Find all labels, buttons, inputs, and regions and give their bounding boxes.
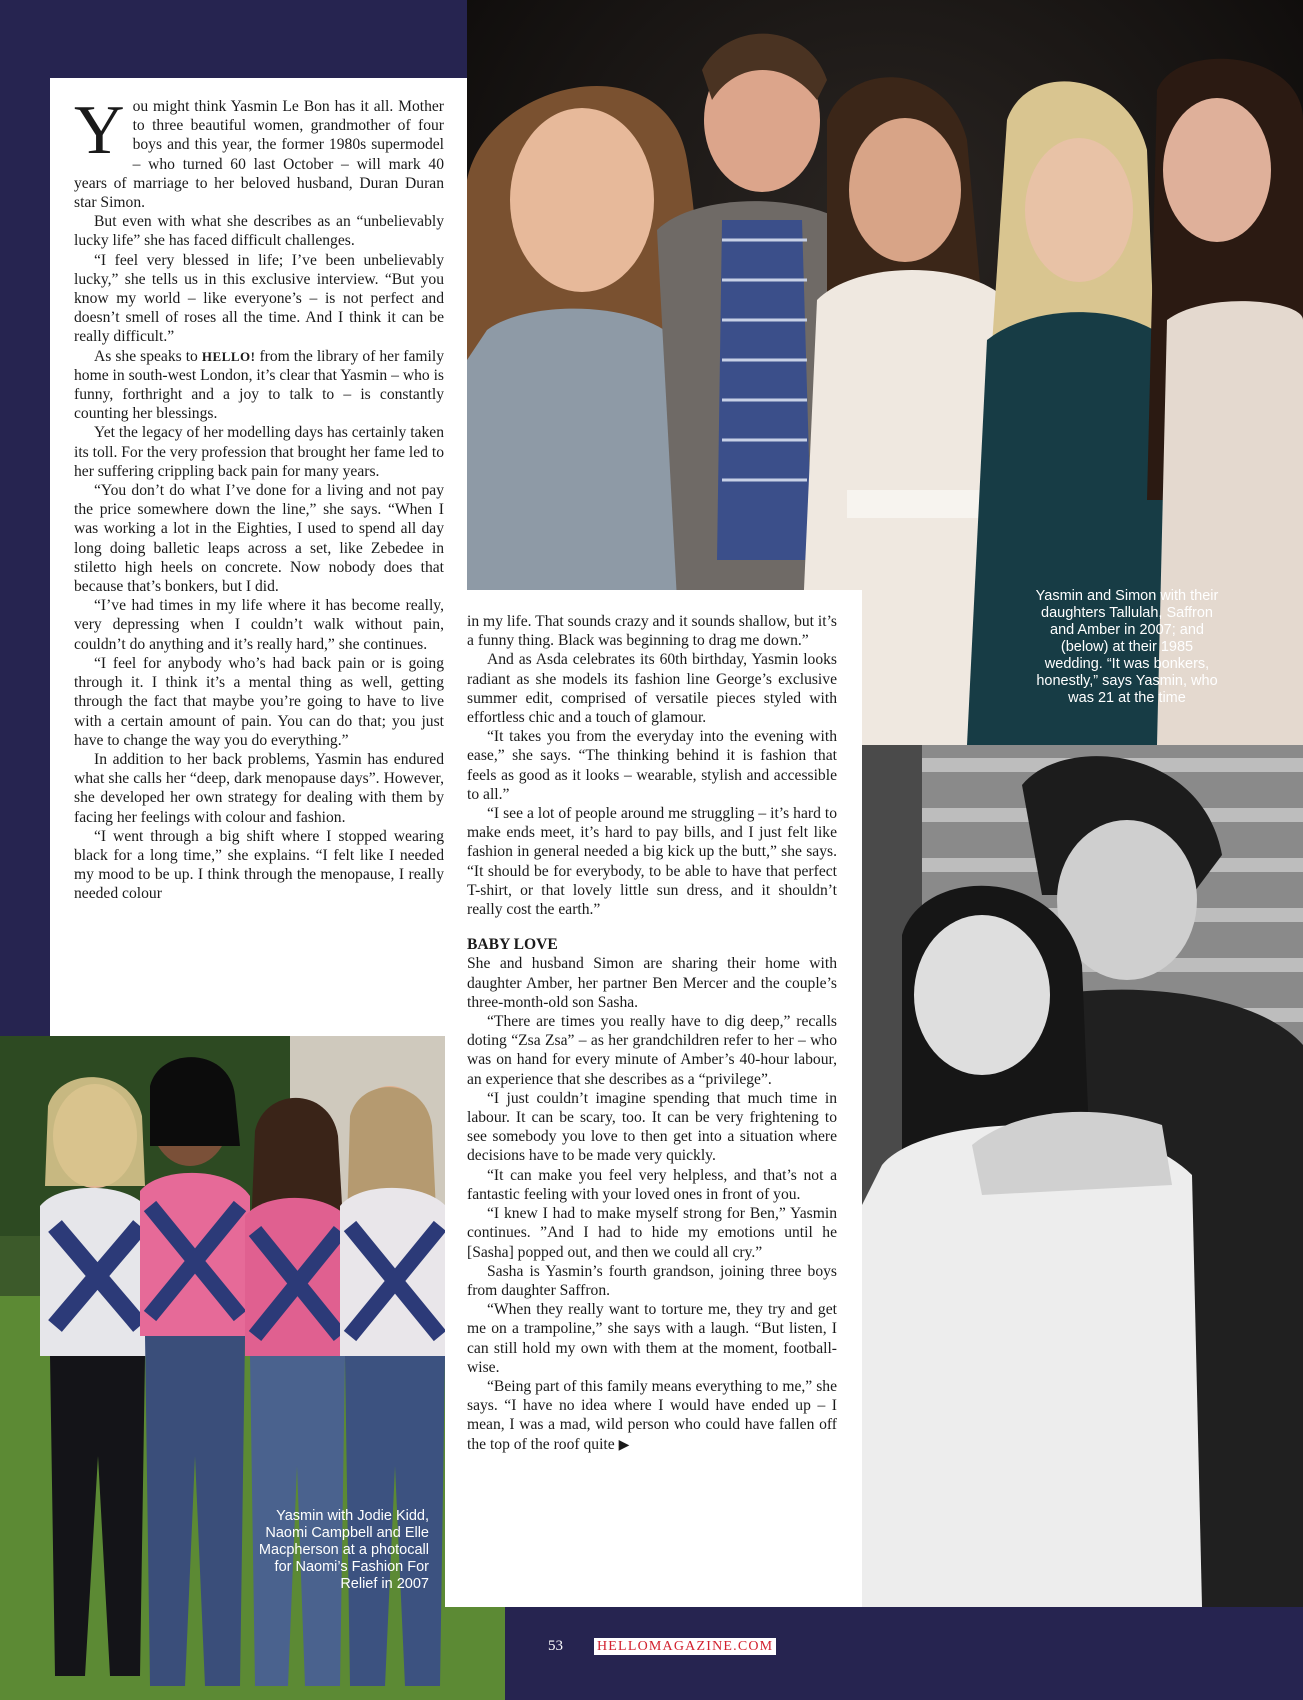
paragraph: “When they really want to torture me, they try and get me on a trampoline,” she says with a laugh. “But listen, I can still hold my own with them at the moment, football-wise.	[467, 1301, 837, 1376]
photocall-photo-illustration	[0, 1036, 505, 1700]
paragraph: “I’ve had times in my life where it has become really, very depressing when I couldn’t walk without pain, couldn’t do anything and it’s really hard,” she continues.	[74, 597, 444, 653]
paragraph-with-brand	[74, 347, 444, 424]
subheading-baby-love: BABY LOVE	[467, 936, 558, 954]
paragraph: “There are times you really have to dig deep,” recalls doting “Zsa Zsa” – as her grandchildren refer to her – who was on hand for every minute of Amber’s 40-hour labour, an experience that she describes as a “privilege”.	[467, 1013, 837, 1088]
site-url[interactable]: HELLOMAGAZINE.COM	[594, 1638, 776, 1655]
paragraph: “It takes you from the everyday into the evening with ease,” she says. “The thinking behind it is fashion that feels as good as it looks – wearable, stylish and accessible to all.”	[467, 728, 837, 803]
paragraph: “You don’t do what I’ve done for a living and not pay the price somewhere down the line,” she says. “When I was working a lot in the Eighties, I used to spend all day long doing balletic leaps across a set, like Zebedee in stiletto high heels on concrete. Now nobody does that because that’s bonkers, but I did.	[74, 482, 444, 596]
paragraph: “I went through a big shift where I stopped wearing black for a long time,” she explains. “I felt like I needed my mood to be up. I think through the menopause, I really needed colour	[74, 827, 444, 903]
paragraph: “I just couldn’t imagine spending that much time in labour. It can be scary, too. It can be very frightening to see somebody you love to then get into a situation where decisions have to be made very quickly.	[467, 1089, 837, 1165]
paragraph: “It can make you feel very helpless, and that’s not a fantastic feeling with your loved ones in front of you.	[467, 1166, 837, 1203]
paragraph-text: “Being part of this family means everything to me,” she says. “I have no idea where I would have ended up – I mean, I was a mad, wild person who could have fallen off the top of the roof quite	[467, 1377, 837, 1453]
paragraph-last	[467, 1377, 837, 1455]
photocall-photo-2007	[0, 1036, 505, 1700]
paragraph: In addition to her back problems, Yasmin has endured what she calls her “deep, dark menopause days”. However, she developed her own strategy for dealing with them by facing her feelings with colour and fashion.	[74, 750, 444, 826]
caption-photocall-photo: Yasmin with Jodie Kidd, Naomi Campbell and Elle Macpherson at a photocall for Naomi’s Fashion For Relief in 2007	[258, 1508, 429, 1592]
paragraph: And as Asda celebrates its 60th birthday, Yasmin looks radiant as she models its fashion line George’s exclusive summer edit, comprised of versatile pieces styled with effortless chic and a touch of glamour.	[467, 651, 837, 727]
paragraph: “I feel very blessed in life; I’ve been unbelievably lucky,” she tells us in this exclusive interview. “But you know my world – like everyone’s – is not perfect and doesn’t smell of roses all the time. And I think it can be really difficult.”	[74, 251, 444, 346]
paragraph: “I see a lot of people around me struggling – it’s hard to make ends meet, it’s hard to pay bills, and I just felt like fashion in general needed a big kick up the butt,” she says. “It should be for everybody, to be able to have that perfect T-shirt, or that lovely little sun dress, and it shouldn’t really cost the earth.”	[467, 805, 837, 919]
paragraph-text: As she speaks to	[94, 347, 198, 365]
article-column-1	[74, 92, 445, 904]
triangle-right-icon: ▶	[618, 1437, 630, 1453]
hello-brand-inline: HELLO!	[201, 348, 256, 364]
paragraph: She and husband Simon are sharing their home with daughter Amber, her partner Ben Mercer and the couple’s three-month-old son Sasha.	[467, 955, 837, 1011]
paragraph: But even with what she describes as an “unbelievably lucky life” she has faced difficult challenges.	[74, 213, 444, 250]
paragraph: “I knew I had to make myself strong for Ben,” Yasmin continues. ”And I had to hide my emotions until he [Sasha] popped out, and then we could all cry.”	[467, 1205, 837, 1261]
paragraph: “I feel for anybody who’s had back pain or is going through it. I think it’s a mental thing as well, getting through the fact that maybe you’re going to have to live with a certain amount of pain. You can do that; you just have to change the way you do everything.”	[74, 654, 444, 749]
paragraph: ou might think Yasmin Le Bon has it all. Mother to three beautiful women, grandmother of four boys and this year, the former 1980s supermodel – who turned 60 last October – will mark 40 years of marriage to her beloved husband, Duran Duran star Simon.	[74, 98, 444, 212]
article-column-2	[467, 612, 837, 1455]
wedding-photo-illustration	[862, 745, 1303, 1607]
paragraph: Yet the legacy of her modelling days has certainly taken its toll. For the very profession that brought her fame led to her suffering crippling back pain for many years.	[74, 424, 444, 480]
wedding-photo-1985	[862, 745, 1303, 1607]
paragraph-text: from the library of her family home in south-west London, it’s clear that Yasmin – who is funny, forthright and a joy to talk to – is constantly counting her blessings.	[74, 347, 445, 423]
page-number: 53	[548, 1638, 563, 1654]
paragraph: Sasha is Yasmin’s fourth grandson, joining three boys from daughter Saffron.	[467, 1262, 837, 1299]
caption-family-photo: Yasmin and Simon with their daughters Tallulah, Saffron and Amber in 2007; and (below) at their 1985 wedding. “It was bonkers, honestly,” says Yasmin, who was 21 at the time	[1035, 588, 1219, 706]
paragraph: in my life. That sounds crazy and it sounds shallow, but it’s a funny thing. Black was beginning to drag me down.”	[467, 613, 837, 650]
drop-cap: Y	[74, 92, 125, 169]
